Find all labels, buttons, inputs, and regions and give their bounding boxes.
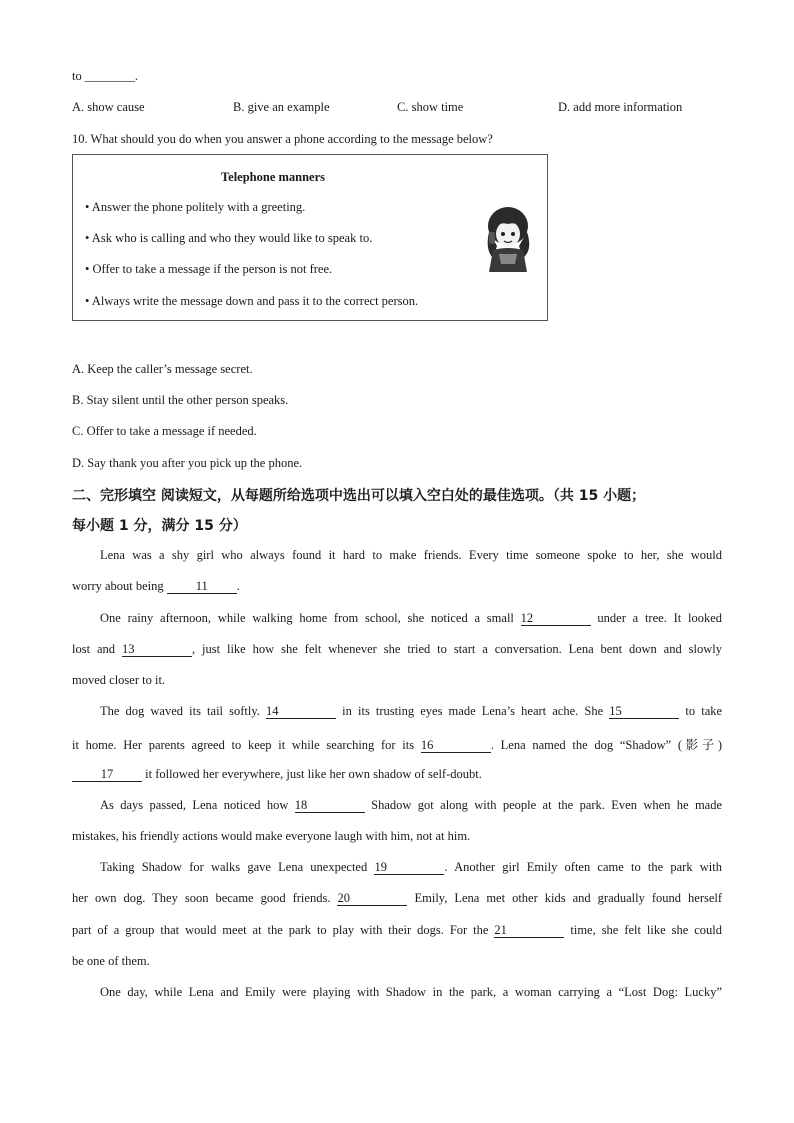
q9-continuation: [72, 68, 138, 84]
text-run: Taking Shadow for walks gave Lena unexpected: [100, 860, 368, 874]
passage-p5-line2: [72, 891, 722, 906]
passage-p3-line2: [72, 735, 722, 753]
text-run: under a tree. It looked: [597, 611, 722, 625]
text-run: Emily, Lena met other kids and gradually found herself: [414, 891, 723, 905]
passage-p2-line3: [72, 673, 722, 688]
text-run: lost and: [72, 642, 116, 656]
text-run: moved closer to it.: [72, 673, 166, 687]
q9-blank: ________: [84, 69, 135, 83]
blank-19[interactable]: 19: [374, 860, 444, 875]
q10-question: 10. What should you do when you answer a phone according to the message below?: [72, 132, 493, 146]
blank-12[interactable]: 12: [521, 611, 591, 626]
text-run: time, she felt like she could: [570, 923, 723, 937]
text-run: One rainy afternoon, while walking home from school, she noticed a small: [100, 611, 514, 625]
q9-tail-text: to: [72, 69, 82, 83]
blank-16[interactable]: 16: [421, 738, 491, 753]
passage-p6-line1: [100, 985, 722, 1000]
passage-p2-line1: [100, 611, 722, 626]
blank-13[interactable]: 13: [122, 642, 192, 657]
q10-option-d[interactable]: D. Say thank you after you pick up the phone.: [72, 456, 303, 470]
blank-11[interactable]: 11: [167, 579, 237, 594]
text-run: As days passed, Lena noticed how: [100, 798, 289, 812]
box-item-4: • Always write the message down and pass it to the correct person.: [85, 294, 419, 308]
text-run: mistakes, his friendly actions would make everyone laugh with him, not at him.: [72, 829, 471, 843]
q9-option-a[interactable]: A. show cause: [72, 100, 145, 114]
passage-p5-line3: [72, 923, 722, 938]
section-heading-line2: 每小题 1 分，满分 15 分）: [72, 518, 247, 534]
text-run: be one of them.: [72, 954, 150, 968]
box-item-1: • Answer the phone politely with a greeting.: [85, 200, 306, 214]
text-run: .: [236, 579, 240, 593]
passage-p5-line1: [100, 860, 722, 875]
text-run: . Another girl Emily often came to the park with: [444, 860, 722, 874]
text-run: it followed her everywhere, just like her own shadow of self-doubt.: [145, 767, 482, 781]
q10-option-a[interactable]: A. Keep the caller’s message secret.: [72, 362, 253, 376]
text-run: One day, while Lena and Emily were playing with Shadow in the park, a woman carrying a “Lost Dog: Lucky”: [100, 985, 722, 999]
box-title: Telephone manners: [220, 170, 326, 184]
text-run: Shadow got along with people at the park. Even when he made: [371, 798, 723, 812]
passage-p1-line2: [72, 579, 722, 594]
text-run: worry about being: [72, 579, 164, 593]
passage-p2-line2: [72, 642, 722, 657]
q10-option-c[interactable]: C. Offer to take a message if needed.: [72, 424, 257, 438]
blank-17[interactable]: 17: [72, 767, 142, 782]
text-run: her own dog. They soon became good friends.: [72, 891, 331, 905]
text-run: it home. Her parents agreed to keep it while searching for its: [72, 738, 415, 752]
passage-p3-line1: [100, 704, 722, 719]
q9-option-b[interactable]: B. give an example: [233, 100, 330, 114]
blank-21[interactable]: 21: [494, 923, 564, 938]
q9-option-d[interactable]: D. add more information: [558, 100, 683, 114]
girl-on-phone-illustration: [475, 202, 539, 272]
passage-p5-line4: [72, 954, 722, 969]
blank-18[interactable]: 18: [295, 798, 365, 813]
section-heading-line1: 二、完形填空 阅读短文，从每题所给选项中选出可以填入空白处的最佳选项。（共 15 小题；: [72, 488, 646, 504]
text-run: in its trusting eyes made Lena’s heart ache. She: [342, 704, 604, 718]
box-item-3: • Offer to take a message if the person is not free.: [85, 262, 333, 276]
text-run: Lena was a shy girl who always found it hard to make friends. Every time someone spoke to her, she would: [100, 548, 722, 562]
passage-p3-line3: [72, 767, 722, 782]
text-run: part of a group that would meet at the park to play with their dogs. For the: [72, 923, 489, 937]
blank-15[interactable]: 15: [609, 704, 679, 719]
passage-p4-line1: [100, 798, 722, 813]
text-run: The dog waved its tail softly.: [100, 704, 260, 718]
text-run: to take: [685, 704, 723, 718]
passage-p4-line2: [72, 829, 722, 844]
q10-option-b[interactable]: B. Stay silent until the other person speaks.: [72, 393, 289, 407]
q9-period: .: [134, 69, 138, 83]
text-run: . Lena named the dog “Shadow” (影子): [490, 738, 722, 752]
box-item-2: • Ask who is calling and who they would like to speak to.: [85, 231, 373, 245]
q9-option-c[interactable]: C. show time: [397, 100, 464, 114]
text-run: , just like how she felt whenever she tried to start a conversation. Lena bent down and slowly: [191, 642, 722, 656]
blank-14[interactable]: 14: [266, 704, 336, 719]
passage-p1-line1: [100, 548, 722, 563]
blank-20[interactable]: 20: [337, 891, 407, 906]
